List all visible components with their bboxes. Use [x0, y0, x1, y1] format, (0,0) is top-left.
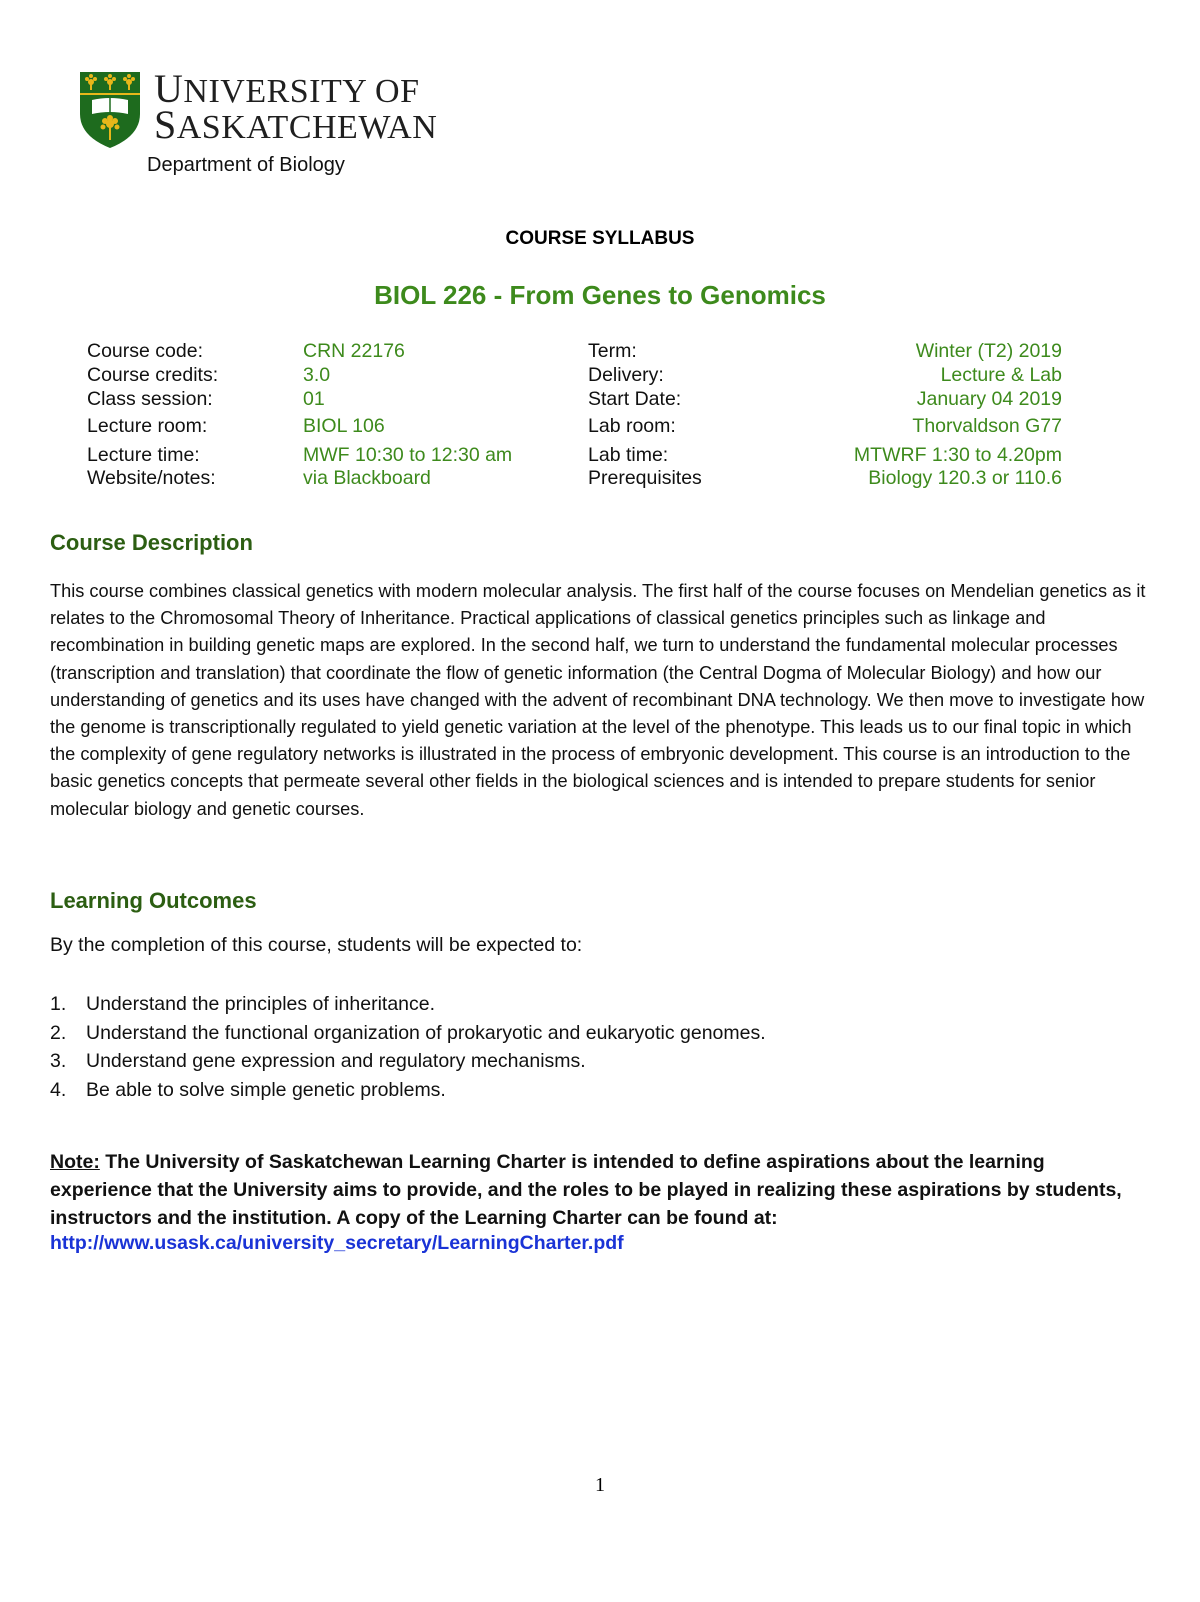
website-notes-label: Website/notes: [87, 467, 216, 489]
learning-charter-link[interactable]: http://www.usask.ca/university_secretary/LearningCharter.pdf [50, 1232, 624, 1254]
university-crest-icon [78, 70, 142, 150]
delivery-label: Delivery: [588, 364, 664, 386]
list-item-text: Understand gene expression and regulatory mechanisms. [86, 1050, 586, 1072]
list-item [50, 1076, 766, 1105]
list-item-number: 2. [50, 1021, 67, 1044]
lecture-room-value: BIOL 106 [303, 415, 385, 437]
course-credits-value: 3.0 [303, 364, 331, 386]
course-code-value: CRN 22176 [303, 340, 405, 362]
start-date-label: Start Date: [588, 388, 682, 410]
lecture-time-value: MWF 10:30 to 12:30 am [303, 444, 513, 466]
list-item [50, 1019, 766, 1048]
list-item-text: Understand the principles of inheritance. [86, 993, 436, 1015]
course-title: BIOL 226 - From Genes to Genomics [374, 280, 826, 310]
lab-time-value: MTWRF 1:30 to 4.20pm [853, 444, 1062, 466]
wordmark-line-2: SASKATCHEWAN [154, 102, 438, 147]
lab-time-label: Lab time: [588, 444, 669, 466]
list-item-text: Be able to solve simple genetic problems. [86, 1078, 446, 1101]
note-text: The University of Saskatchewan Learning Charter is intended to define aspirations about the learning experience that the University aims to provide, and the roles to be played in realizing these aspirations by students, instructors and the institution. A copy of the Learning Charter can be found at: [50, 1151, 1122, 1229]
learning-outcomes-intro: By the completion of this course, students will be expected to: [50, 934, 583, 956]
lab-room-label: Lab room: [588, 415, 676, 437]
course-description-text: This course combines classical genetics with modern molecular analysis. The first half of the course focuses on Mendelian genetics as it relates to the Chromosomal Theory of Inheritance. Practical applications of classical genetics principles such as linkage and recombination in building genetic maps are explored. In the second half, we turn to understand the fundamental molecular processes (transcription and translation) that coordinate the flow of genetic information (the Central Dogma of Molecular Biology) and how our understanding of genetics and its uses have changed with the advent of recombinant DNA technology. We then move to investigate how the genome is transcriptionally regulated to yield genetic variation at the level of the phenotype. This leads us to our final topic in which the complexity of gene regulatory networks is illustrated in the process of embryonic development. This course is an introduction to the basic genetics concepts that permeate several other fields in the biological sciences and is intended to prepare students for senior molecular biology and genetic courses. [50, 581, 1146, 819]
start-date-value: January 04 2019 [916, 388, 1062, 410]
list-item [50, 1047, 766, 1076]
learning-outcomes-list [50, 990, 766, 1104]
term-value: Winter (T2) 2019 [915, 340, 1062, 362]
delivery-value: Lecture & Lab [940, 364, 1062, 386]
course-code-label: Course code: [87, 340, 203, 362]
learning-charter-note [50, 1148, 1150, 1232]
lecture-room-label: Lecture room: [87, 415, 208, 437]
list-item [50, 990, 766, 1019]
wordmark-line-1: UNIVERSITY OF [154, 66, 420, 111]
list-item-number: 3. [50, 1050, 67, 1072]
university-logo [78, 66, 438, 152]
class-session-value: 01 [303, 388, 325, 410]
course-description-heading: Course Description [50, 530, 253, 555]
page-number: 1 [595, 1474, 605, 1496]
lab-room-value: Thorvaldson G77 [912, 415, 1062, 437]
term-label: Term: [588, 340, 637, 362]
prerequisites-value: Biology 120.3 or 110.6 [868, 467, 1062, 489]
class-session-label: Class session: [87, 388, 213, 410]
lecture-time-label: Lecture time: [87, 444, 200, 466]
website-notes-value: via Blackboard [303, 467, 431, 489]
course-credits-label: Course credits: [87, 364, 219, 386]
syllabus-heading: COURSE SYLLABUS [505, 228, 695, 249]
list-item-text: Understand the functional organization of prokaryotic and eukaryotic genomes. [86, 1021, 766, 1044]
note-label: Note: [50, 1151, 100, 1173]
prerequisites-label: Prerequisites [588, 467, 702, 489]
department-name: Department of Biology [147, 154, 345, 176]
list-item-number: 4. [50, 1078, 67, 1101]
learning-outcomes-heading: Learning Outcomes [50, 888, 257, 913]
list-item-number: 1. [50, 993, 67, 1015]
